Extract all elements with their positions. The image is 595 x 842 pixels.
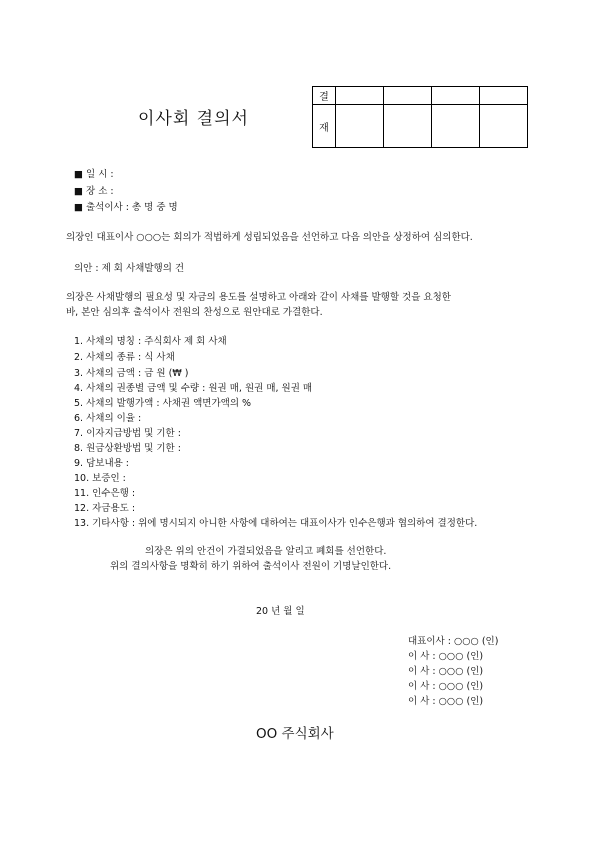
agenda-line: 의안 : 제 회 사채발행의 건 <box>74 263 185 274</box>
item-6: 6. 사채의 이율 : <box>74 413 142 424</box>
meta-date: ■ 일 시 : <box>74 169 114 180</box>
resolution-date: 20 년 월 일 <box>256 606 305 617</box>
approval-cell <box>336 87 384 105</box>
signature-director: 이 사 : ○○○ (인) <box>408 666 484 677</box>
document-title: 이사회 결의서 <box>138 109 249 129</box>
body-line-1: 의장은 사채발행의 필요성 및 자금의 용도를 설명하고 아래와 같이 사채를 발행할 것을 요청한 <box>66 292 451 303</box>
approval-cell <box>384 87 432 105</box>
item-5: 5. 사채의 발행가액 : 사채권 액면가액의 % <box>74 398 252 409</box>
item-3: 3. 사채의 금액 : 금 원 (₩ ) <box>74 368 189 379</box>
signature-cell <box>384 105 432 148</box>
opening-statement: 의장인 대표이사 ○○○는 회의가 적법하게 성립되었음을 선언하고 다음 의안을 상정하여 심의한다. <box>66 232 473 243</box>
signature-cell <box>480 105 528 148</box>
approval-label-top: 결 <box>313 87 336 105</box>
company-name: OO 주식회사 <box>256 726 334 742</box>
closing-line-1: 의장은 위의 안건이 가결되었음을 알리고 폐회를 선언한다. <box>145 546 387 557</box>
item-7: 7. 이자지급방법 및 기한 : <box>74 428 181 439</box>
approval-cell <box>480 87 528 105</box>
signature-director: 이 사 : ○○○ (인) <box>408 681 484 692</box>
item-2: 2. 사채의 종류 : 식 사채 <box>74 352 175 363</box>
item-10: 10. 보증인 : <box>74 473 126 484</box>
signature-cell <box>336 105 384 148</box>
item-8: 8. 원금상환방법 및 기한 : <box>74 443 181 454</box>
signature-director: 이 사 : ○○○ (인) <box>408 651 484 662</box>
approval-label-bottom: 재 <box>313 105 336 148</box>
approval-table <box>312 86 528 148</box>
item-13: 13. 기타사항 : 위에 명시되지 아니한 사항에 대하여는 대표이사가 인수은행과 협의하여 결정한다. <box>74 518 478 529</box>
signature-director: 이 사 : ○○○ (인) <box>408 696 484 707</box>
item-4: 4. 사채의 권종별 금액 및 수량 : 원권 매, 원권 매, 원권 매 <box>74 383 313 394</box>
body-line-2: 바, 본안 심의후 출석이사 전원의 찬성으로 원안대로 가결한다. <box>66 307 323 318</box>
signature-cell <box>432 105 480 148</box>
item-9: 9. 담보내용 : <box>74 458 130 469</box>
approval-cell <box>432 87 480 105</box>
meta-place: ■ 장 소 : <box>74 186 114 197</box>
item-1: 1. 사채의 명칭 : 주식회사 제 회 사채 <box>74 336 227 347</box>
item-12: 12. 자금용도 : <box>74 503 136 514</box>
closing-line-2: 위의 결의사항을 명확히 하기 위하여 출석이사 전원이 기명날인한다. <box>110 561 392 572</box>
meta-attendees: ■ 출석이사 : 총 명 중 명 <box>74 202 178 213</box>
signature-ceo: 대표이사 : ○○○ (인) <box>408 636 499 647</box>
item-11: 11. 인수은행 : <box>74 488 136 499</box>
